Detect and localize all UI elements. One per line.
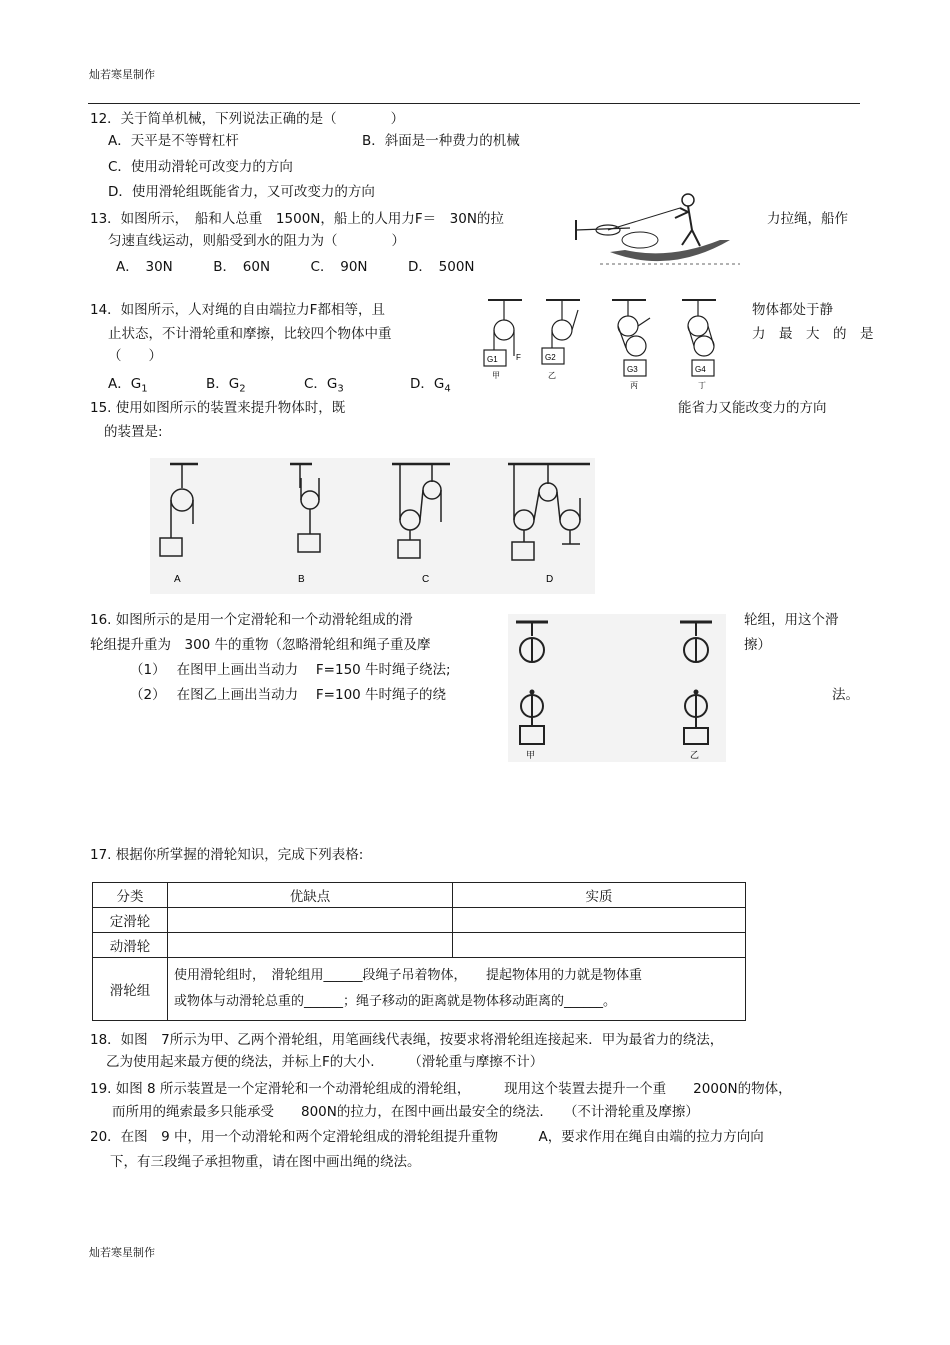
q16-fig-name-1: 甲 [526, 750, 536, 760]
q14-fig-label-4: G4 [695, 365, 706, 374]
q13-options: A． 30N B． 60N C． 90N D． 500N [116, 259, 475, 275]
table-cell-pulley-block-text [168, 958, 746, 1021]
q14-option-a-label: A．G [108, 376, 142, 392]
header-rule [88, 103, 860, 104]
q15-line1: 15. 使用如图所示的装置来提升物体时，既 [90, 400, 346, 416]
table-row-pulley-block: 滑轮组 [93, 958, 168, 1021]
q18-line2: 乙为使用起来最方便的绕法，并标上F的大小. （滑轮重与摩擦不计） [106, 1054, 544, 1070]
q14-line2: 止状态，不计滑轮重和摩擦，比较四个物体中重 [108, 326, 392, 342]
q15-line1-end: 能省力又能改变力的方向 [678, 400, 827, 416]
q18-line1: 18．如图 7所示为甲、乙两个滑轮组，用笔画线代表绳，按要求将滑轮组连接起来．甲为最省力的绕法， [90, 1032, 724, 1048]
table-header-row [93, 883, 746, 908]
q14-option-a-sub: 1 [141, 383, 148, 395]
q14-option-d [410, 375, 451, 399]
q13-line1-end: 力拉绳，船作 [767, 211, 848, 227]
table-row [93, 933, 746, 958]
table-header-category: 分类 [93, 883, 168, 908]
table-header-essence: 实质 [453, 883, 746, 908]
q14-fig-label-2: G2 [545, 353, 556, 362]
q12-stem: 12．关于简单机械，下列说法正确的是（ ） [90, 111, 405, 127]
table-row-movable-pulley: 动滑轮 [93, 933, 168, 958]
q17-table [92, 882, 746, 1021]
table-header-pros-cons: 优缺点 [168, 883, 453, 908]
q16-fig-name-2: 乙 [690, 750, 700, 760]
q15-fig-label-b: B [298, 574, 305, 585]
table-cell-empty[interactable] [453, 908, 746, 933]
q14-option-c-sub: 3 [337, 383, 344, 395]
q13-boat-figure [570, 190, 750, 275]
q12-option-c: C．使用动滑轮可改变力的方向 [108, 159, 293, 175]
q15-line2: 的装置是: [104, 424, 163, 440]
q14-force-label: F [516, 353, 521, 362]
q14-line2-end: 力 最 大 的 是 [752, 326, 874, 342]
q14-fig-label-3: G3 [627, 365, 638, 374]
q16-line2-end: 擦） [744, 637, 771, 653]
q14-option-c-label: C．G [304, 376, 338, 392]
q14-fig-name-2: 乙 [548, 371, 556, 380]
q20-line2: 下，有三段绳子承担物重，请在图中画出绳的绕法。 [110, 1154, 421, 1170]
q12-option-d: D．使用滑轮组既能省力，又可改变力的方向 [108, 184, 375, 200]
q16-item1: （1） 在图甲上画出当动力 F=150 牛时绳子绕法; [130, 662, 451, 678]
q19-line1: 19. 如图 8 所示装置是一个定滑轮和一个动滑轮组成的滑轮组， 现用这个装置去提升一个重 2000N的物体， [90, 1081, 792, 1097]
q13-line2: 匀速直线运动，则船受到水的阻力为（ ） [108, 233, 405, 249]
q13-line1: 13．如图所示， 船和人总重 1500N，船上的人用力F＝ 30N的拉 [90, 211, 504, 227]
table-row [93, 908, 746, 933]
q14-fig-name-1: 甲 [492, 371, 500, 380]
header-watermark: 灿若寒星制作 [89, 68, 155, 81]
q14-option-a [108, 375, 148, 399]
pulley-block-line2: 或物体与动滑轮总重的______；绳子移动的距离就是物体移动距离的______。 [174, 994, 617, 1009]
table-row-fixed-pulley: 定滑轮 [93, 908, 168, 933]
q12-option-a: A．天平是不等臂杠杆 [108, 133, 239, 149]
q12-option-b: B．斜面是一种费力的机械 [362, 133, 520, 149]
q14-option-d-sub: 4 [444, 383, 451, 395]
q16-line2: 轮组提升重为 300 牛的重物（忽略滑轮组和绳子重及摩 [90, 637, 431, 653]
q14-fig-name-3: 丙 [630, 381, 638, 390]
footer-watermark: 灿若寒星制作 [89, 1246, 155, 1259]
q14-fig-label-1: G1 [487, 355, 498, 364]
q14-option-b-sub: 2 [239, 383, 246, 395]
q14-line3: （ ） [108, 348, 162, 364]
pulley-block-line1: 使用滑轮组时， 滑轮组用______段绳子吊着物体， 提起物体用的力就是物体重 [174, 968, 643, 983]
q14-option-d-label: D．G [410, 376, 445, 392]
table-cell-empty[interactable] [168, 908, 453, 933]
table-cell-empty[interactable] [453, 933, 746, 958]
q14-option-b [206, 375, 246, 399]
q15-fig-label-d: D [546, 574, 554, 585]
q19-line2: 而所用的绳索最多只能承受 800N的拉力，在图中画出最安全的绕法. （不计滑轮重及摩擦） [112, 1104, 699, 1120]
q14-option-c [304, 375, 344, 399]
q15-fig-label-c: C [422, 574, 430, 585]
q14-fig-name-4: 丁 [698, 381, 706, 390]
q14-option-b-label: B．G [206, 376, 240, 392]
q15-fig-label-a: A [174, 574, 181, 585]
q14-pulley-figure [478, 296, 748, 392]
q15-pulley-figure [150, 458, 595, 594]
q16-item2-end: 法。 [832, 687, 859, 703]
q16-item2: （2） 在图乙上画出当动力 F=100 牛时绳子的绕 [130, 687, 447, 703]
q16-pulley-figure [508, 614, 726, 762]
q16-line1-end: 轮组，用这个滑 [744, 612, 839, 628]
q14-line1-end: 物体都处于静 [752, 302, 833, 318]
q14-line1: 14．如图所示，人对绳的自由端拉力F都相等，且 [90, 302, 385, 318]
q17-stem: 17. 根据你所掌握的滑轮知识，完成下列表格: [90, 847, 364, 863]
table-cell-empty[interactable] [168, 933, 453, 958]
q16-line1: 16. 如图所示的是用一个定滑轮和一个动滑轮组成的滑 [90, 612, 413, 628]
table-row [93, 958, 746, 1021]
q20-line1: 20．在图 9 中，用一个动滑轮和两个定滑轮组成的滑轮组提升重物 A，要求作用在绳自由端的拉力方向向 [90, 1129, 764, 1145]
